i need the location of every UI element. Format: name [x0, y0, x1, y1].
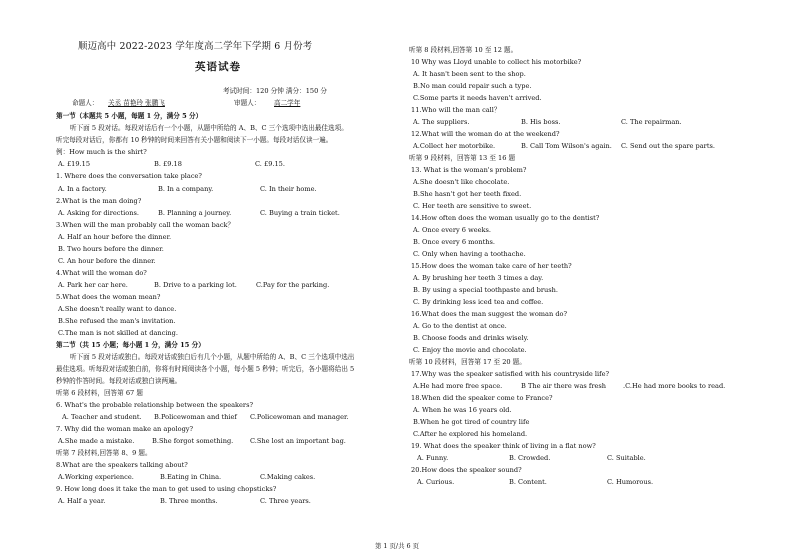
question-12: 12.What will the woman do at the weekend?	[411, 130, 560, 138]
reviewer: 高二学年	[274, 99, 301, 107]
part2-instruction-1: 听下面 5 段对话或独白。每段对话或独白后有几个小题，从题中所给的 A、B、C 三个选项中选出	[70, 353, 355, 361]
q12-option-a: A.Collect her motorbike.	[413, 142, 496, 150]
question-6: 6. What's the probable relationship between the speakers?	[56, 401, 253, 409]
q2-option-b: B. Planning a journey.	[158, 209, 232, 217]
q6-option-a: A. Teacher and student.	[62, 413, 142, 421]
q9-option-a: A. Half a year.	[58, 497, 106, 505]
q16-option-c: C. Enjoy the movie and chocolate.	[413, 346, 527, 354]
q6-option-b: B.Policewoman and thief	[154, 413, 237, 421]
q6-option-c: C.Policewoman and manager.	[250, 413, 349, 421]
q5-option-a: A.She doesn't really want to dance.	[58, 305, 177, 313]
setters: 关丞 苗艳玲 张鹏飞	[108, 99, 165, 107]
q18-option-b: B.When he got tired of country life	[413, 418, 530, 426]
q4-option-b: B. Drive to a parking lot.	[154, 281, 237, 289]
part1-instruction-2: 听完每段对话后，你都有 10 秒钟的时间来回答有关小题和阅读下一小题。每段对话仅读一遍。	[56, 136, 333, 144]
q7-option-c: C.She lost an important bag.	[250, 437, 346, 445]
q11-option-b: B. His boss.	[521, 118, 561, 126]
question-13: 13. What is the woman's problem?	[411, 166, 527, 174]
question-18: 18.When did the speaker come to France?	[411, 394, 553, 402]
part1-heading: 第一节（本题共 5 小题，每题 1 分，满分 5 分）	[56, 112, 203, 120]
question-17: 17.Why was the speaker satisfied with his countryside life?	[411, 370, 610, 378]
question-14: 14.How often does the woman usually go to the dentist?	[411, 214, 600, 222]
q10-option-c: C.Some parts it needs haven't arrived.	[413, 94, 542, 102]
q14-option-b: B. Once every 6 months.	[413, 238, 496, 246]
example-option-a: A. £19.15	[58, 160, 91, 168]
example-question: 例：How much is the shirt?	[56, 148, 147, 156]
section-7-label: 听第 7 段材料,回答第 8、9 题。	[56, 449, 152, 457]
question-10: 10 Why was Lloyd unable to collect his motorbike?	[411, 58, 582, 66]
q2-option-c: C. Buying a train ticket.	[260, 209, 340, 217]
q1-option-c: C. In their home.	[260, 185, 317, 193]
part2-instruction-2: 最佳选项。听每段对话或独白前，你将有时间阅读各个小题，每小题 5 秒钟；听完后，各小题将给出 5	[56, 365, 355, 373]
question-15: 15.How does the woman take care of her teeth?	[411, 262, 572, 270]
part2-heading: 第二节（共 15 小题；每小题 1 分，满分 15 分）	[56, 341, 205, 349]
page-footer: 第 1 页/共 6 页	[375, 542, 419, 550]
exam-subject: 英语试卷	[195, 61, 241, 73]
exam-info: 考试时间：120 分钟 满分：150 分	[223, 87, 327, 95]
question-11: 11.Who will the man call？	[411, 106, 501, 114]
q15-option-c: C. By drinking less iced tea and coffee.	[413, 298, 544, 306]
q12-option-b: B. Call Tom Wilson's again.	[521, 142, 612, 150]
question-19: 19. What does the speaker think of living in a flat now?	[411, 442, 596, 450]
setter-label: 命题人：	[72, 99, 99, 107]
q5-option-c: C.The man is not skilled at dancing.	[58, 329, 178, 337]
q1-option-b: B. In a company.	[158, 185, 214, 193]
exam-title: 顺迈高中 2022-2023 学年度高二学年下学期 6 月份考	[78, 41, 313, 52]
q12-option-c: C. Send out the spare parts.	[621, 142, 715, 150]
question-2: 2.What is the man doing?	[56, 197, 142, 205]
q4-option-a: A. Park her car here.	[58, 281, 128, 289]
q13-option-a: A.She doesn't like chocolate.	[413, 178, 510, 186]
q9-option-b: B. Three months.	[160, 497, 218, 505]
q14-option-c: C. Only when having a toothache.	[413, 250, 526, 258]
question-1: 1. Where does the conversation take place?	[56, 172, 202, 180]
q15-option-a: A. By brushing her teeth 3 times a day.	[413, 274, 544, 282]
q4-option-c: C.Pay for the parking.	[256, 281, 330, 289]
reviewer-label: 审题人：	[234, 99, 261, 107]
q11-option-a: A. The suppliers.	[413, 118, 470, 126]
q13-option-b: B.She hasn't got her teeth fixed.	[413, 190, 522, 198]
q8-option-b: B.Eating in China.	[160, 473, 222, 481]
q19-option-b: B. Crowded.	[509, 454, 551, 462]
section-8-label: 听第 8 段材料,回答第 10 至 12 题。	[409, 46, 518, 54]
q8-option-c: C.Making cakes.	[260, 473, 316, 481]
q20-option-c: C. Humorous.	[607, 478, 654, 486]
q16-option-b: B. Choose foods and drinks wisely.	[413, 334, 529, 342]
q11-option-c: C. The repairman.	[621, 118, 682, 126]
question-7: 7. Why did the woman make an apology?	[56, 425, 194, 433]
question-8: 8.What are the speakers talking about?	[56, 461, 188, 469]
q18-option-a: A. When he was 16 years old.	[413, 406, 512, 414]
question-16: 16.What does the man suggest the woman do?	[411, 310, 568, 318]
q17-option-b: B The air there was fresh	[521, 382, 607, 390]
q8-option-a: A.Working experience.	[58, 473, 134, 481]
q17-option-a: A.He had more free space.	[413, 382, 503, 390]
q3-option-c: C. An hour before the dinner.	[58, 257, 156, 265]
example-option-b: B. £9.18	[154, 160, 182, 168]
q7-option-a: A.She made a mistake.	[58, 437, 135, 445]
q18-option-c: C.After he explored his homeland.	[413, 430, 528, 438]
section-9-label: 听第 9 段材料，回答第 13 至 16 题	[409, 154, 516, 162]
q5-option-b: B.She refused the man's invitation.	[58, 317, 176, 325]
q1-option-a: A. In a factory.	[58, 185, 107, 193]
q20-option-a: A. Curious.	[417, 478, 455, 486]
question-9: 9. How long does it take the man to get used to using chopsticks?	[56, 485, 277, 493]
q19-option-c: C. Suitable.	[607, 454, 646, 462]
q19-option-a: A. Funny.	[417, 454, 449, 462]
section-10-label: 听第 10 段材料，回答第 17 至 20 题。	[409, 358, 526, 366]
q10-option-a: A. It hasn't been sent to the shop.	[413, 70, 526, 78]
example-option-c: C. £9.15.	[255, 160, 285, 168]
part2-instruction-3: 秒钟的作答时间。每段对话或独白读两遍。	[56, 377, 182, 385]
q15-option-b: B. By using a special toothpaste and brush.	[413, 286, 558, 294]
question-4: 4.What will the woman do?	[56, 269, 147, 277]
section-6-label: 听第 6 段材料，回答第 67 题	[56, 389, 143, 397]
q13-option-c: C. Her teeth are sensitive to sweet.	[413, 202, 532, 210]
q2-option-a: A. Asking for directions.	[58, 209, 139, 217]
part1-instruction-1: 听下面 5 段对话。每段对话后有一个小题，从题中所给的 A、B、C 三个选项中选出最佳选项。	[70, 124, 348, 132]
question-20: 20.How does the speaker sound?	[411, 466, 522, 474]
q14-option-a: A. Once every 6 weeks.	[413, 226, 492, 234]
q17-option-c: .C.He had more books to read.	[623, 382, 726, 390]
q10-option-b: B.No man could repair such a type.	[413, 82, 532, 90]
question-5: 5.What does the woman mean?	[56, 293, 161, 301]
q3-option-b: B. Two hours before the dinner.	[58, 245, 164, 253]
q9-option-c: C. Three years.	[260, 497, 311, 505]
q3-option-a: A. Half an hour before the dinner.	[58, 233, 172, 241]
q7-option-b: B.She forgot something.	[152, 437, 234, 445]
question-3: 3.When will the man probably call the woman back？	[56, 221, 235, 229]
q20-option-b: B. Content.	[509, 478, 547, 486]
q16-option-a: A. Go to the dentist at once.	[413, 322, 507, 330]
